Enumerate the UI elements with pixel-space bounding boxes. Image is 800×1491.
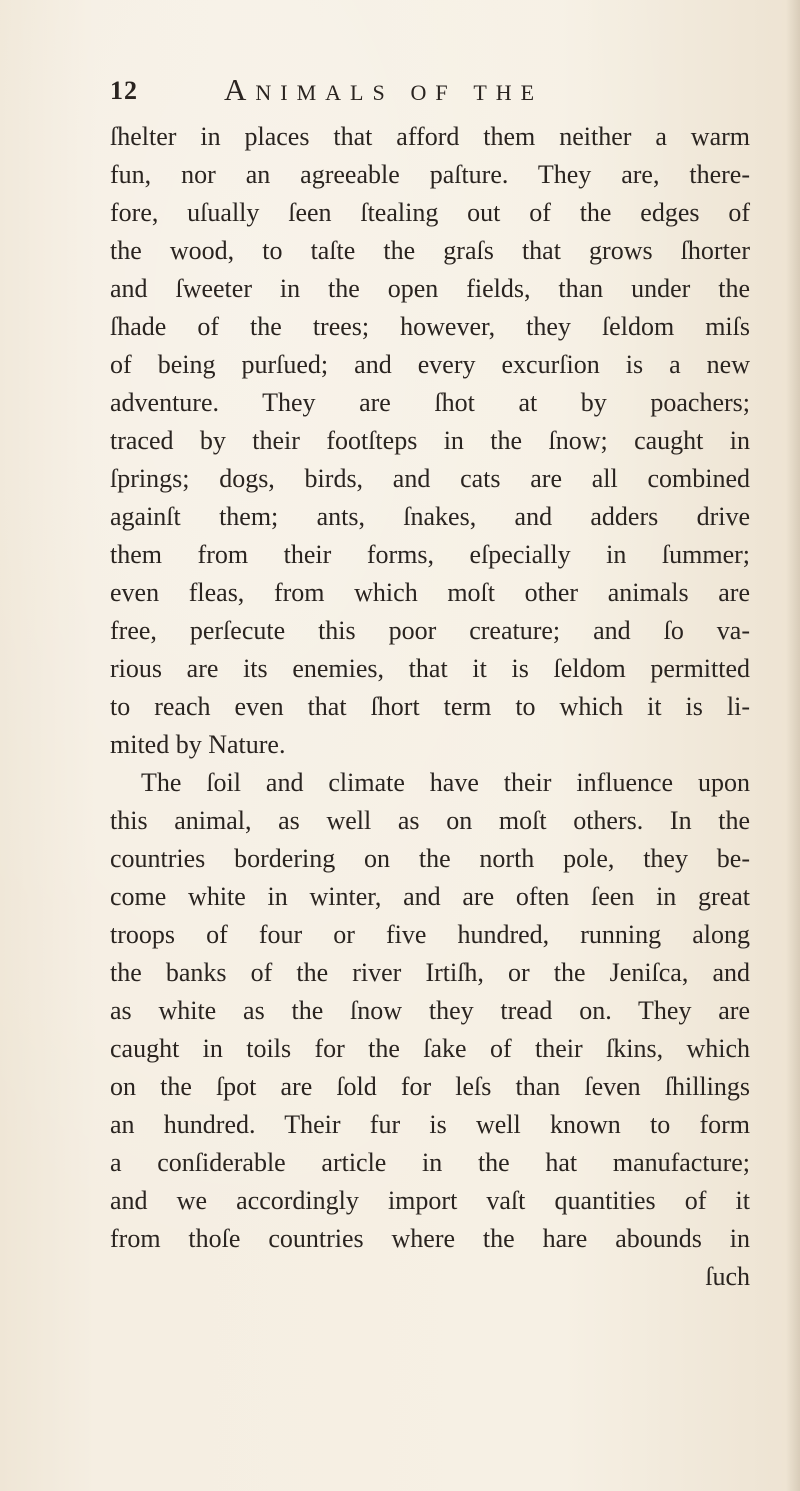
text-line: and ſweeter in the open fields, than under the: [110, 274, 750, 303]
text-line: an hundred. Their fur is well known to form: [110, 1110, 750, 1139]
text-line: ſhelter in places that afford them neither a warm: [110, 122, 750, 151]
page-number: 12: [110, 76, 138, 105]
text-line: from thoſe countries where the hare abounds in: [110, 1224, 750, 1253]
catchword: ſuch: [705, 1262, 750, 1291]
text-line: the banks of the river Irtiſh, or the Jeniſca, and: [110, 958, 750, 987]
text-line: free, perſecute this poor creature; and ſo va-: [110, 616, 750, 645]
text-line: countries bordering on the north pole, they be-: [110, 844, 750, 873]
text-line: on the ſpot are ſold for leſs than ſeven ſhillings: [110, 1072, 750, 1101]
body-text: [110, 118, 750, 1296]
text-line: as white as the ſnow they tread on. They are: [110, 996, 750, 1025]
page-edge-shadow: [786, 0, 800, 1491]
text-line: of being purſued; and every excurſion is a new: [110, 350, 750, 379]
text-line: come white in winter, and are often ſeen in great: [110, 882, 750, 911]
text-line: fore, uſually ſeen ſtealing out of the edges of: [110, 198, 750, 227]
text-line: the wood, to taſte the graſs that grows ſhorter: [110, 236, 750, 265]
text-line: them from their forms, eſpecially in ſummer;: [110, 540, 750, 569]
text-line: and we accordingly import vaſt quantities of it: [110, 1186, 750, 1215]
running-head: Animals of the: [224, 72, 544, 107]
text-line: troops of four or five hundred, running along: [110, 920, 750, 949]
text-line: this animal, as well as on moſt others. In the: [110, 806, 750, 835]
text-line: adventure. They are ſhot at by poachers;: [110, 388, 750, 417]
text-line: againſt them; ants, ſnakes, and adders drive: [110, 502, 750, 531]
text-line: even fleas, from which moſt other animals are: [110, 578, 750, 607]
paragraph-end-line: mited by Nature.: [110, 730, 286, 759]
text-line: ſprings; dogs, birds, and cats are all combined: [110, 464, 750, 493]
text-line: traced by their footſteps in the ſnow; caught in: [110, 426, 750, 455]
text-line: fun, nor an agreeable paſture. They are, there-: [110, 160, 750, 189]
paragraph-start-line: The ſoil and climate have their influence upon: [141, 768, 750, 797]
text-line: ſhade of the trees; however, they ſeldom miſs: [110, 312, 750, 341]
text-line: rious are its enemies, that it is ſeldom permitted: [110, 654, 750, 683]
text-line: a conſiderable article in the hat manufacture;: [110, 1148, 750, 1177]
text-line: caught in toils for the ſake of their ſkins, which: [110, 1034, 750, 1063]
text-line: to reach even that ſhort term to which it is li-: [110, 692, 750, 721]
page-header: [110, 72, 610, 112]
